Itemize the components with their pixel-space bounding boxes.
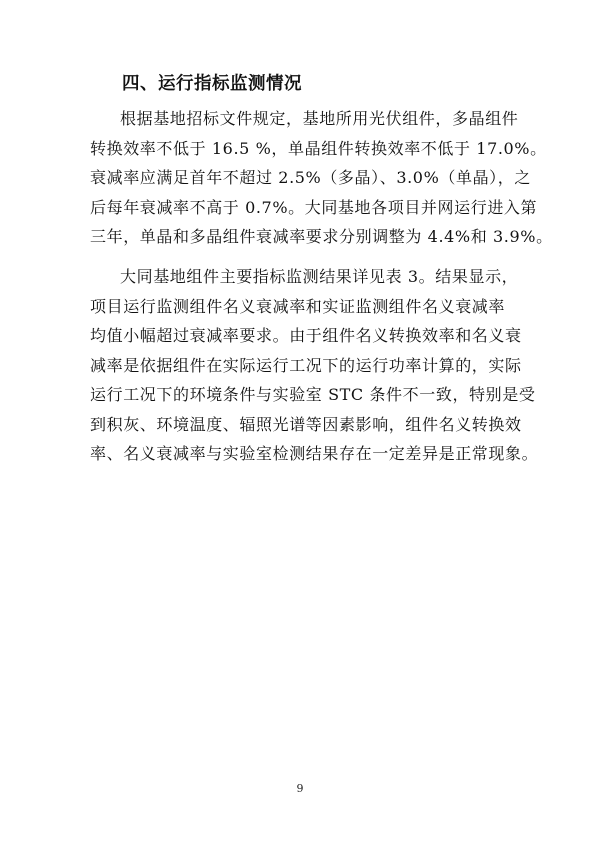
paragraph-line: 运行工况下的环境条件与实验室 STC 条件不一致，特别是受 bbox=[90, 385, 536, 404]
paragraph-line: 项目运行监测组件名义衰减率和实证监测组件名义衰减率 bbox=[90, 296, 506, 316]
paragraph-2 bbox=[90, 262, 539, 469]
paragraph-line: 减率是依据组件在实际运行工况下的运行功率计算的，实际 bbox=[90, 355, 522, 375]
paragraph-line: 转换效率不低于 16.5 %，单晶组件转换效率不低于 17.0%。 bbox=[90, 138, 547, 158]
paragraph-line: 到积灰、环境温度、辐照光谱等因素影响，组件名义转换效 bbox=[90, 414, 522, 434]
paragraph-line: 衰减率应满足首年不超过 2.5%（多晶）、3.0%（单晶），之 bbox=[90, 168, 531, 187]
paragraph-line: 大同基地组件主要指标监测结果详见表 3。结果显示， bbox=[120, 267, 519, 286]
paragraph-line: 三年，单晶和多晶组件衰减率要求分别调整为 4.4%和 3.9%。 bbox=[90, 227, 553, 246]
paragraph-1 bbox=[90, 104, 553, 252]
page-number: 9 bbox=[296, 782, 304, 795]
paragraph-line: 后每年衰减率不高于 0.7%。大同基地各项目并网运行进入第 bbox=[90, 197, 538, 217]
paragraph-line: 率、名义衰减率与实验室检测结果存在一定差异是正常现象。 bbox=[90, 444, 539, 463]
paragraph-line: 根据基地招标文件规定，基地所用光伏组件，多晶组件 bbox=[120, 109, 519, 128]
paragraph-line: 均值小幅超过衰减率要求。由于组件名义转换效率和名义衰 bbox=[90, 326, 522, 345]
section-heading: 四、运行指标监测情况 bbox=[122, 74, 302, 94]
